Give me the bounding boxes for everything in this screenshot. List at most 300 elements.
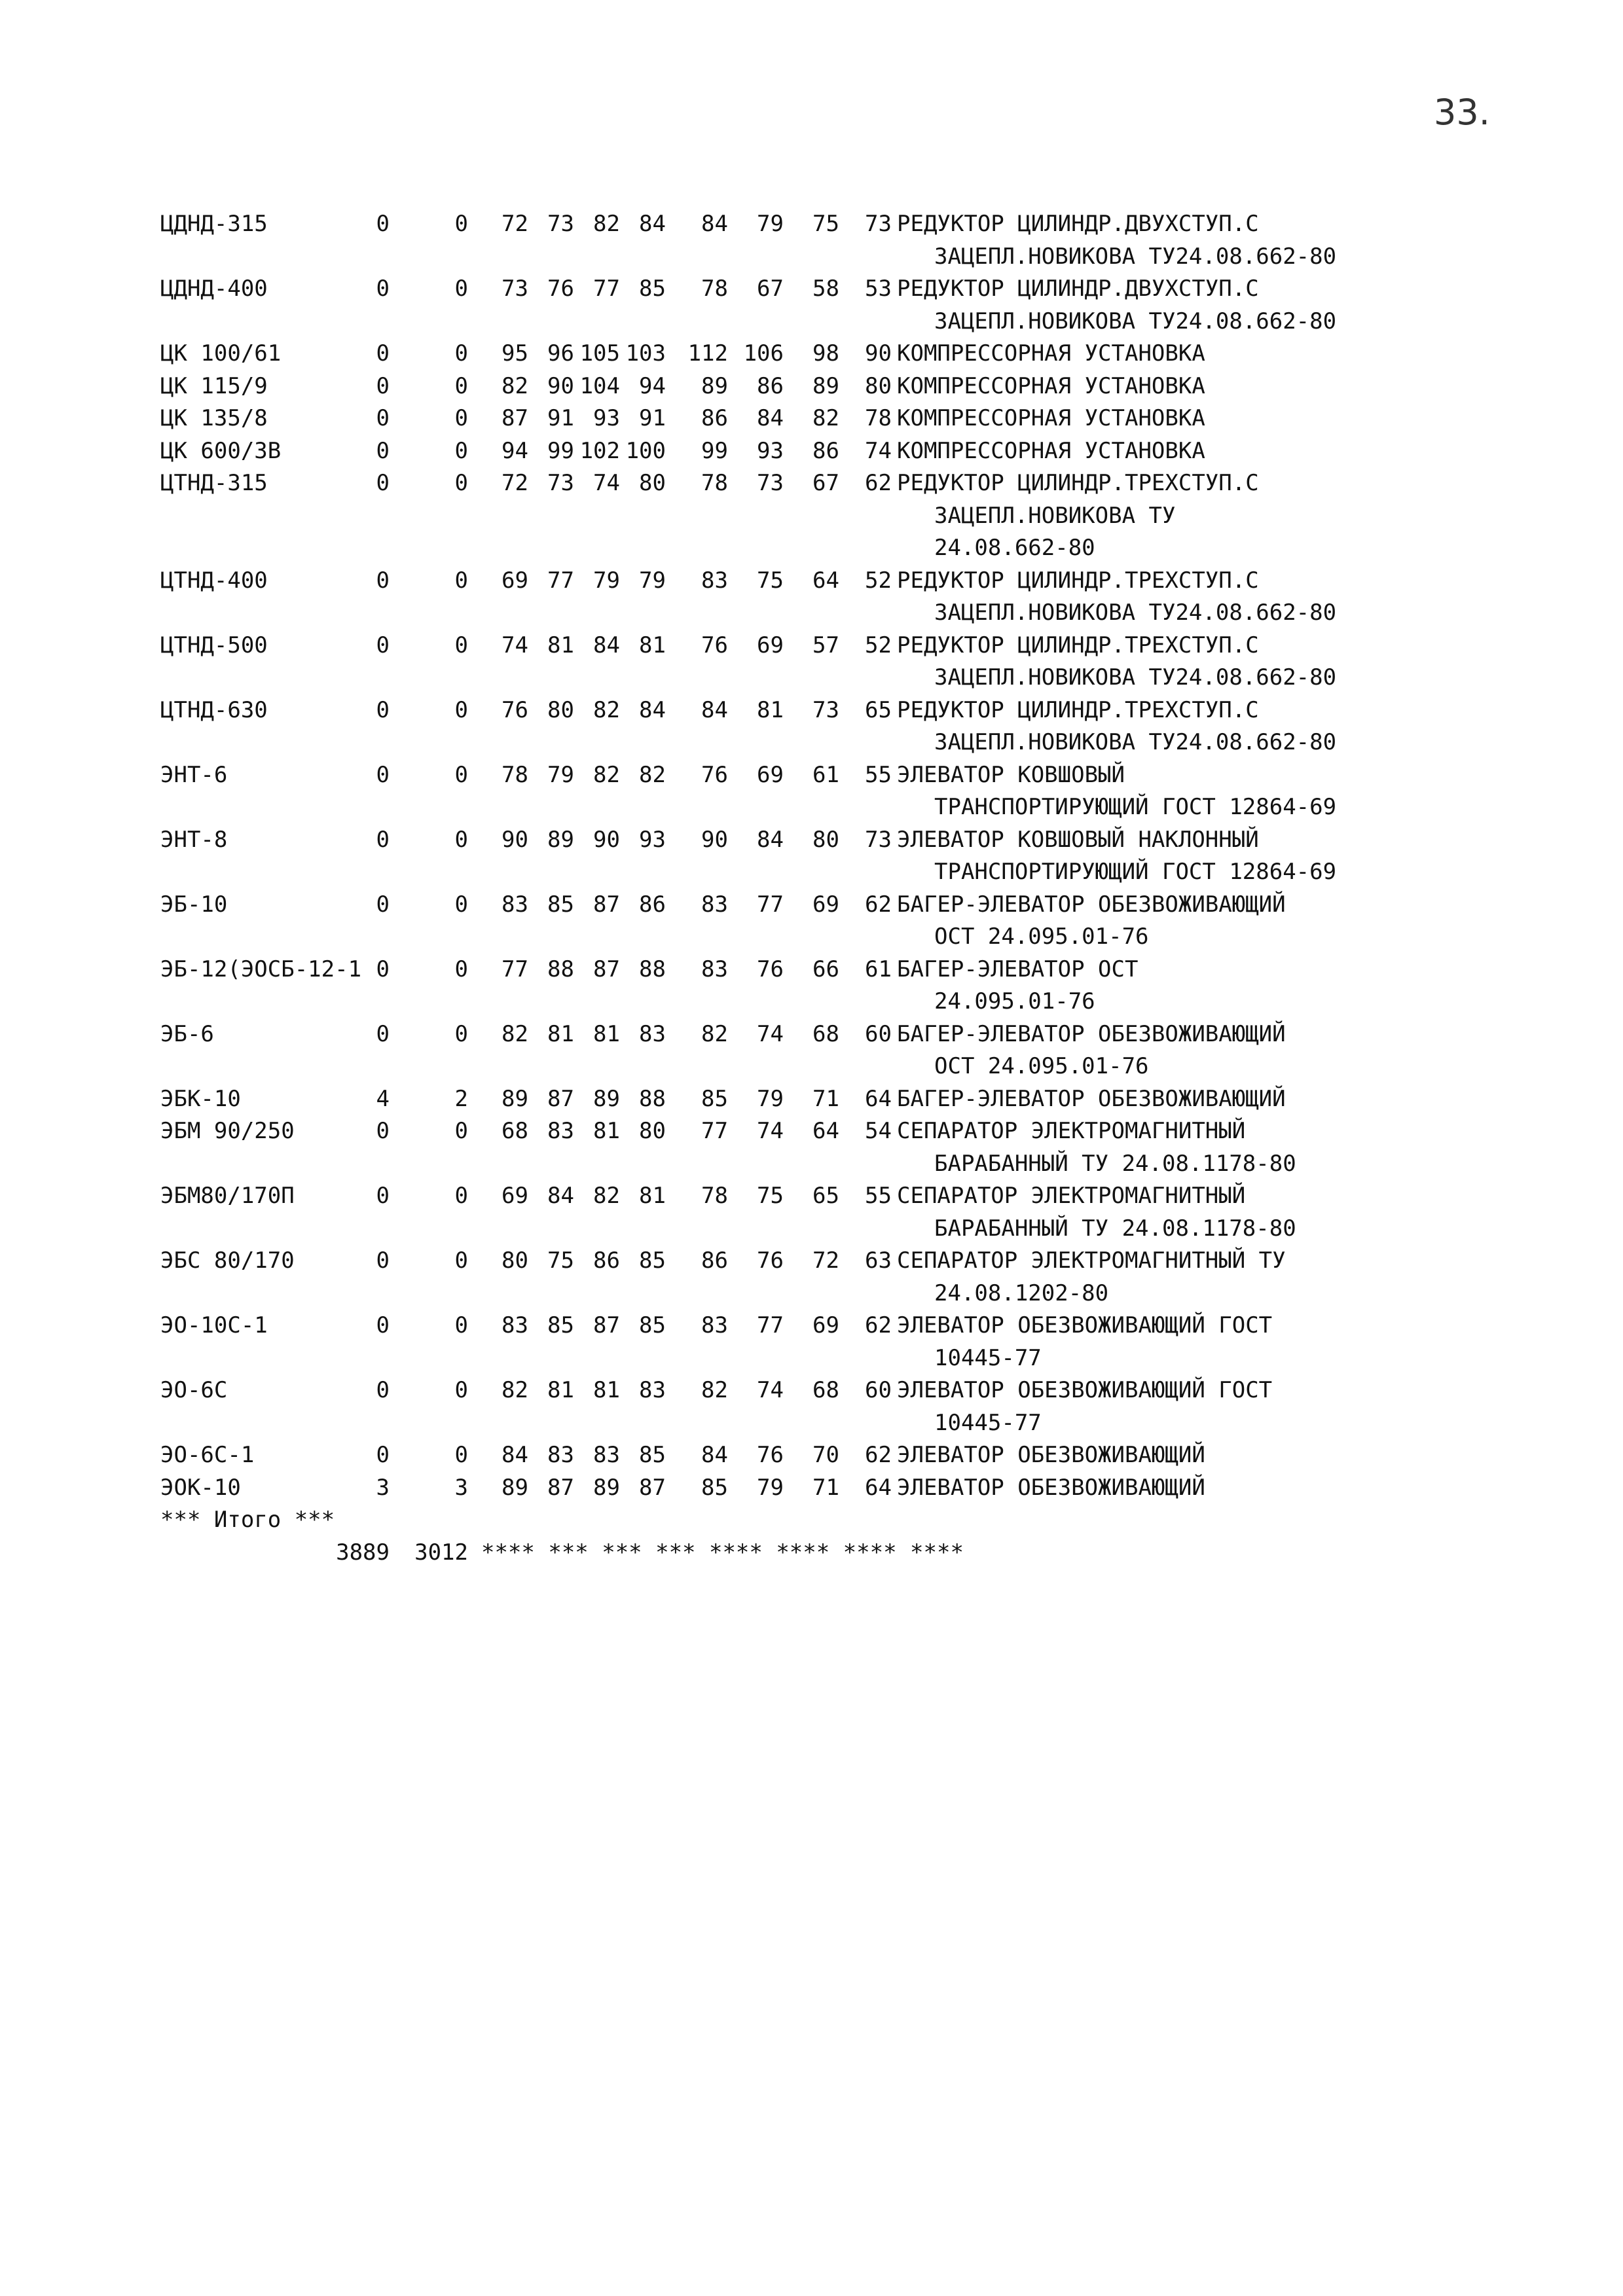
totals-label: *** Итого *** xyxy=(160,1507,335,1533)
value-cell: 100 xyxy=(625,437,666,464)
table-row xyxy=(160,435,1470,468)
value-cell: 73 xyxy=(865,826,892,853)
value-cell: 74 xyxy=(757,1377,784,1403)
description-line: 24.08.1202-80 xyxy=(934,1280,1109,1306)
value-cell: 89 xyxy=(812,372,839,399)
value-cell: 73 xyxy=(812,696,839,723)
value-cell: 76 xyxy=(701,632,728,658)
table-row xyxy=(160,1439,1470,1472)
description-line: КОМПРЕССОРНАЯ УСТАНОВКА xyxy=(897,405,1205,431)
value-cell: 106 xyxy=(743,340,784,367)
value-cell: 79 xyxy=(757,1085,784,1112)
value-cell: 82 xyxy=(701,1020,728,1047)
description-line: СЕПАРАТОР ЭЛЕКТРОМАГНИТНЫЙ xyxy=(897,1118,1246,1144)
equipment-name: ЦТНД-630 xyxy=(160,696,268,723)
value-cell: 81 xyxy=(757,696,784,723)
value-cell: 73 xyxy=(547,211,574,237)
value-cell: 68 xyxy=(812,1020,839,1047)
value-cell: 79 xyxy=(757,211,784,237)
value-cell: 85 xyxy=(639,276,666,302)
value-cell: 0 xyxy=(454,1377,468,1403)
table-row xyxy=(160,370,1470,403)
value-cell: 87 xyxy=(501,405,528,431)
equipment-description xyxy=(897,1018,1286,1083)
value-cell: 61 xyxy=(865,956,892,982)
value-cell: 80 xyxy=(501,1247,528,1274)
description-line: ТРАНСПОРТИРУЮЩИЙ ГОСТ 12864-69 xyxy=(934,859,1337,885)
equipment-description xyxy=(897,1083,1286,1116)
value-cell: 90 xyxy=(701,826,728,853)
value-cell: 98 xyxy=(812,340,839,367)
value-cell: 90 xyxy=(501,826,528,853)
value-cell: 0 xyxy=(454,340,468,367)
value-cell: 83 xyxy=(639,1020,666,1047)
value-cell: 84 xyxy=(757,826,784,853)
value-cell: 0 xyxy=(376,1020,390,1047)
value-cell: 0 xyxy=(376,470,390,496)
value-cell: 73 xyxy=(865,211,892,237)
value-cell: 55 xyxy=(865,761,892,788)
value-cell: 76 xyxy=(757,956,784,982)
value-cell: 77 xyxy=(593,276,620,302)
value-cell: 112 xyxy=(687,340,728,367)
value-cell: 89 xyxy=(501,1085,528,1112)
value-cell: 65 xyxy=(812,1183,839,1209)
value-cell: 86 xyxy=(639,891,666,918)
value-cell: 73 xyxy=(501,276,528,302)
value-cell: 76 xyxy=(501,696,528,723)
description-line: РЕДУКТОР ЦИЛИНДР.ТРЕХСТУП.С xyxy=(897,632,1259,658)
value-cell: 77 xyxy=(547,567,574,594)
value-cell: 0 xyxy=(454,1312,468,1338)
value-cell: 72 xyxy=(501,211,528,237)
equipment-name: ЭБ-6 xyxy=(160,1020,214,1047)
value-cell: 76 xyxy=(701,761,728,788)
value-cell: 0 xyxy=(376,632,390,658)
value-cell: 0 xyxy=(376,956,390,982)
equipment-name: ЭНТ-8 xyxy=(160,826,228,853)
description-line: 10445-77 xyxy=(934,1409,1042,1436)
value-cell: 74 xyxy=(757,1020,784,1047)
value-cell: 84 xyxy=(547,1183,574,1209)
value-cell: 82 xyxy=(593,761,620,788)
value-cell: 99 xyxy=(701,437,728,464)
value-cell: 83 xyxy=(701,956,728,982)
value-cell: 84 xyxy=(701,1442,728,1468)
equipment-description xyxy=(897,273,1336,338)
value-cell: 83 xyxy=(701,891,728,918)
value-cell: 84 xyxy=(701,211,728,237)
value-cell: 57 xyxy=(812,632,839,658)
value-cell: 79 xyxy=(547,761,574,788)
total-value-1: 3889 xyxy=(336,1539,390,1566)
value-cell: 84 xyxy=(501,1442,528,1468)
value-cell: 65 xyxy=(865,696,892,723)
value-cell: 86 xyxy=(757,372,784,399)
description-line: БАГЕР-ЭЛЕВАТОР ОСТ xyxy=(897,956,1139,982)
value-cell: 88 xyxy=(547,956,574,982)
value-cell: 81 xyxy=(593,1020,620,1047)
value-cell: 73 xyxy=(757,470,784,496)
value-cell: 81 xyxy=(547,1020,574,1047)
value-cell: 81 xyxy=(593,1118,620,1144)
value-cell: 80 xyxy=(639,1118,666,1144)
value-cell: 82 xyxy=(593,211,620,237)
table-row xyxy=(160,1083,1470,1116)
description-line: БАРАБАННЫЙ ТУ 24.08.1178-80 xyxy=(934,1150,1296,1177)
equipment-name: ЦТНД-400 xyxy=(160,567,268,594)
description-line: 10445-77 xyxy=(934,1344,1042,1371)
description-line: СЕПАРАТОР ЭЛЕКТРОМАГНИТНЫЙ xyxy=(897,1183,1246,1209)
value-cell: 61 xyxy=(812,761,839,788)
value-cell: 71 xyxy=(812,1474,839,1501)
value-cell: 63 xyxy=(865,1247,892,1274)
listing-rows xyxy=(160,208,1470,1504)
value-cell: 87 xyxy=(593,956,620,982)
value-cell: 78 xyxy=(701,276,728,302)
value-cell: 0 xyxy=(454,1442,468,1468)
value-cell: 72 xyxy=(501,470,528,496)
value-cell: 58 xyxy=(812,276,839,302)
value-cell: 69 xyxy=(757,632,784,658)
table-row xyxy=(160,1018,1470,1083)
value-cell: 83 xyxy=(701,1312,728,1338)
value-cell: 89 xyxy=(593,1474,620,1501)
table-row xyxy=(160,467,1470,565)
value-cell: 79 xyxy=(639,567,666,594)
value-cell: 85 xyxy=(701,1085,728,1112)
equipment-listing xyxy=(160,208,1470,1569)
value-cell: 74 xyxy=(593,470,620,496)
table-row xyxy=(160,954,1470,1018)
value-cell: 53 xyxy=(865,276,892,302)
value-cell: 89 xyxy=(501,1474,528,1501)
description-line: КОМПРЕССОРНАЯ УСТАНОВКА xyxy=(897,437,1205,464)
total-value-2: 3012 xyxy=(414,1539,468,1566)
value-cell: 82 xyxy=(593,1183,620,1209)
value-cell: 83 xyxy=(547,1442,574,1468)
table-row xyxy=(160,1115,1470,1180)
value-cell: 60 xyxy=(865,1377,892,1403)
value-cell: 68 xyxy=(812,1377,839,1403)
description-line: БАГЕР-ЭЛЕВАТОР ОБЕЗВОЖИВАЮЩИЙ xyxy=(897,891,1286,918)
equipment-name: ЭБК-10 xyxy=(160,1085,241,1112)
value-cell: 0 xyxy=(376,1118,390,1144)
equipment-description xyxy=(897,208,1336,273)
value-cell: 62 xyxy=(865,1312,892,1338)
description-line: КОМПРЕССОРНАЯ УСТАНОВКА xyxy=(897,372,1205,399)
table-row xyxy=(160,403,1470,435)
value-cell: 54 xyxy=(865,1118,892,1144)
value-cell: 90 xyxy=(547,372,574,399)
value-cell: 91 xyxy=(639,405,666,431)
description-line: ЗАЦЕПЛ.НОВИКОВА ТУ24.08.662-80 xyxy=(934,243,1337,270)
value-cell: 0 xyxy=(376,211,390,237)
value-cell: 87 xyxy=(547,1474,574,1501)
value-cell: 84 xyxy=(701,696,728,723)
value-cell: 83 xyxy=(701,567,728,594)
description-line: БАРАБАННЫЙ ТУ 24.08.1178-80 xyxy=(934,1215,1296,1242)
description-line: ЭЛЕВАТОР КОВШОВЫЙ xyxy=(897,761,1125,788)
value-cell: 96 xyxy=(547,340,574,367)
description-line: 24.08.662-80 xyxy=(934,535,1095,561)
value-cell: 0 xyxy=(454,405,468,431)
value-cell: 0 xyxy=(454,696,468,723)
value-cell: 82 xyxy=(593,696,620,723)
value-cell: 78 xyxy=(501,761,528,788)
value-cell: 90 xyxy=(593,826,620,853)
table-row xyxy=(160,208,1470,273)
equipment-name: ЦДНД-400 xyxy=(160,276,268,302)
value-cell: 88 xyxy=(639,956,666,982)
value-cell: 60 xyxy=(865,1020,892,1047)
equipment-name: ЦТНД-315 xyxy=(160,470,268,496)
value-cell: 0 xyxy=(454,470,468,496)
value-cell: 80 xyxy=(812,826,839,853)
value-cell: 80 xyxy=(865,372,892,399)
value-cell: 84 xyxy=(593,632,620,658)
value-cell: 82 xyxy=(639,761,666,788)
value-cell: 0 xyxy=(454,372,468,399)
equipment-description xyxy=(897,824,1336,889)
description-line: ЗАЦЕПЛ.НОВИКОВА ТУ24.08.662-80 xyxy=(934,729,1337,755)
totals-row xyxy=(160,1537,1470,1570)
equipment-description xyxy=(897,759,1336,824)
value-cell: 79 xyxy=(757,1474,784,1501)
equipment-name: ЭБМ 90/250 xyxy=(160,1118,295,1144)
total-overflow-values: **** *** *** *** **** **** **** **** xyxy=(481,1539,964,1566)
equipment-description xyxy=(897,954,1138,1018)
value-cell: 67 xyxy=(812,470,839,496)
equipment-name: ЦК 100/61 xyxy=(160,340,282,367)
value-cell: 74 xyxy=(757,1118,784,1144)
equipment-name: ЭБ-12(ЭОСБ-12-1 xyxy=(160,956,362,982)
table-row xyxy=(160,759,1470,824)
description-line: КОМПРЕССОРНАЯ УСТАНОВКА xyxy=(897,340,1205,367)
equipment-description xyxy=(897,338,1205,370)
description-line: ТРАНСПОРТИРУЮЩИЙ ГОСТ 12864-69 xyxy=(934,794,1337,820)
value-cell: 85 xyxy=(639,1312,666,1338)
value-cell: 0 xyxy=(454,567,468,594)
value-cell: 87 xyxy=(593,1312,620,1338)
value-cell: 0 xyxy=(376,1442,390,1468)
value-cell: 77 xyxy=(701,1118,728,1144)
table-row xyxy=(160,630,1470,694)
value-cell: 86 xyxy=(701,405,728,431)
table-row xyxy=(160,565,1470,630)
equipment-name: ЭОК-10 xyxy=(160,1474,241,1501)
value-cell: 75 xyxy=(757,1183,784,1209)
value-cell: 0 xyxy=(376,405,390,431)
value-cell: 95 xyxy=(501,340,528,367)
value-cell: 87 xyxy=(639,1474,666,1501)
equipment-description xyxy=(897,467,1259,565)
value-cell: 75 xyxy=(812,211,839,237)
value-cell: 52 xyxy=(865,632,892,658)
value-cell: 0 xyxy=(454,761,468,788)
value-cell: 0 xyxy=(454,891,468,918)
equipment-description xyxy=(897,630,1336,694)
table-row xyxy=(160,338,1470,370)
table-row xyxy=(160,889,1470,954)
value-cell: 77 xyxy=(757,1312,784,1338)
value-cell: 78 xyxy=(701,1183,728,1209)
value-cell: 4 xyxy=(376,1085,390,1112)
description-line: ЭЛЕВАТОР ОБЕЗВОЖИВАЮЩИЙ ГОСТ xyxy=(897,1312,1273,1338)
equipment-description xyxy=(897,370,1205,403)
equipment-description xyxy=(897,1310,1272,1374)
value-cell: 79 xyxy=(593,567,620,594)
value-cell: 67 xyxy=(757,276,784,302)
value-cell: 76 xyxy=(757,1247,784,1274)
equipment-description xyxy=(897,889,1286,954)
value-cell: 0 xyxy=(376,567,390,594)
value-cell: 75 xyxy=(547,1247,574,1274)
value-cell: 76 xyxy=(757,1442,784,1468)
value-cell: 89 xyxy=(547,826,574,853)
value-cell: 55 xyxy=(865,1183,892,1209)
value-cell: 64 xyxy=(865,1474,892,1501)
value-cell: 86 xyxy=(593,1247,620,1274)
value-cell: 62 xyxy=(865,470,892,496)
page-number: 33. xyxy=(1434,92,1490,133)
value-cell: 81 xyxy=(593,1377,620,1403)
description-line: ОСТ 24.095.01-76 xyxy=(934,1053,1149,1079)
equipment-description xyxy=(897,694,1336,759)
value-cell: 62 xyxy=(865,891,892,918)
description-line: ЭЛЕВАТОР ОБЕЗВОЖИВАЮЩИЙ ГОСТ xyxy=(897,1377,1273,1403)
description-line: ЭЛЕВАТОР КОВШОВЫЙ НАКЛОННЫЙ xyxy=(897,826,1259,853)
value-cell: 0 xyxy=(454,1183,468,1209)
value-cell: 91 xyxy=(547,405,574,431)
value-cell: 0 xyxy=(376,696,390,723)
equipment-name: ЭБМ80/170П xyxy=(160,1183,295,1209)
value-cell: 66 xyxy=(812,956,839,982)
table-row xyxy=(160,1310,1470,1374)
description-line: ЗАЦЕПЛ.НОВИКОВА ТУ24.08.662-80 xyxy=(934,600,1337,626)
value-cell: 83 xyxy=(501,1312,528,1338)
value-cell: 78 xyxy=(865,405,892,431)
value-cell: 72 xyxy=(812,1247,839,1274)
value-cell: 0 xyxy=(454,437,468,464)
table-row xyxy=(160,1180,1470,1245)
value-cell: 87 xyxy=(547,1085,574,1112)
value-cell: 89 xyxy=(593,1085,620,1112)
value-cell: 94 xyxy=(501,437,528,464)
value-cell: 81 xyxy=(639,1183,666,1209)
equipment-name: ЦДНД-315 xyxy=(160,211,268,237)
equipment-name: ЭО-10С-1 xyxy=(160,1312,268,1338)
description-line: РЕДУКТОР ЦИЛИНДР.ТРЕХСТУП.С xyxy=(897,696,1259,723)
value-cell: 74 xyxy=(501,632,528,658)
value-cell: 102 xyxy=(579,437,620,464)
table-row xyxy=(160,824,1470,889)
description-line: ЗАЦЕПЛ.НОВИКОВА ТУ24.08.662-80 xyxy=(934,308,1337,334)
value-cell: 75 xyxy=(757,567,784,594)
description-line: ЗАЦЕПЛ.НОВИКОВА ТУ xyxy=(934,502,1176,529)
value-cell: 64 xyxy=(812,567,839,594)
value-cell: 0 xyxy=(454,1020,468,1047)
value-cell: 85 xyxy=(639,1442,666,1468)
equipment-description xyxy=(897,1472,1205,1505)
table-row xyxy=(160,694,1470,759)
value-cell: 105 xyxy=(579,340,620,367)
value-cell: 83 xyxy=(639,1377,666,1403)
value-cell: 68 xyxy=(501,1118,528,1144)
table-row xyxy=(160,1374,1470,1439)
value-cell: 80 xyxy=(547,696,574,723)
value-cell: 77 xyxy=(501,956,528,982)
value-cell: 83 xyxy=(501,891,528,918)
value-cell: 0 xyxy=(376,1377,390,1403)
value-cell: 84 xyxy=(639,211,666,237)
equipment-name: ЭО-6С-1 xyxy=(160,1442,255,1468)
equipment-description xyxy=(897,565,1336,630)
description-line: БАГЕР-ЭЛЕВАТОР ОБЕЗВОЖИВАЮЩИЙ xyxy=(897,1085,1286,1112)
value-cell: 104 xyxy=(579,372,620,399)
value-cell: 2 xyxy=(454,1085,468,1112)
value-cell: 86 xyxy=(812,437,839,464)
value-cell: 69 xyxy=(812,1312,839,1338)
value-cell: 0 xyxy=(376,437,390,464)
value-cell: 93 xyxy=(639,826,666,853)
value-cell: 3 xyxy=(376,1474,390,1501)
value-cell: 69 xyxy=(757,761,784,788)
description-line: ОСТ 24.095.01-76 xyxy=(934,924,1149,950)
value-cell: 70 xyxy=(812,1442,839,1468)
value-cell: 62 xyxy=(865,1442,892,1468)
equipment-name: ЭО-6С xyxy=(160,1377,228,1403)
value-cell: 86 xyxy=(701,1247,728,1274)
value-cell: 85 xyxy=(547,891,574,918)
value-cell: 90 xyxy=(865,340,892,367)
equipment-description xyxy=(897,435,1205,468)
value-cell: 87 xyxy=(593,891,620,918)
value-cell: 81 xyxy=(547,632,574,658)
equipment-name: ЦК 115/9 xyxy=(160,372,268,399)
value-cell: 82 xyxy=(501,372,528,399)
value-cell: 0 xyxy=(376,891,390,918)
value-cell: 81 xyxy=(639,632,666,658)
value-cell: 69 xyxy=(812,891,839,918)
table-row xyxy=(160,1472,1470,1505)
value-cell: 69 xyxy=(501,567,528,594)
value-cell: 77 xyxy=(757,891,784,918)
value-cell: 83 xyxy=(547,1118,574,1144)
value-cell: 94 xyxy=(639,372,666,399)
value-cell: 88 xyxy=(639,1085,666,1112)
value-cell: 69 xyxy=(501,1183,528,1209)
description-line: ЭЛЕВАТОР ОБЕЗВОЖИВАЮЩИЙ xyxy=(897,1442,1205,1468)
value-cell: 64 xyxy=(812,1118,839,1144)
equipment-name: ЭНТ-6 xyxy=(160,761,228,788)
value-cell: 82 xyxy=(812,405,839,431)
description-line: ЭЛЕВАТОР ОБЕЗВОЖИВАЮЩИЙ xyxy=(897,1474,1205,1501)
description-line: РЕДУКТОР ЦИЛИНДР.ТРЕХСТУП.С xyxy=(897,567,1259,594)
value-cell: 74 xyxy=(865,437,892,464)
value-cell: 93 xyxy=(757,437,784,464)
equipment-description xyxy=(897,1180,1296,1245)
value-cell: 0 xyxy=(376,276,390,302)
equipment-name: ЦК 135/8 xyxy=(160,405,268,431)
value-cell: 85 xyxy=(639,1247,666,1274)
equipment-description xyxy=(897,1245,1286,1310)
value-cell: 0 xyxy=(454,211,468,237)
value-cell: 84 xyxy=(639,696,666,723)
value-cell: 82 xyxy=(501,1020,528,1047)
value-cell: 0 xyxy=(454,632,468,658)
value-cell: 0 xyxy=(454,1118,468,1144)
